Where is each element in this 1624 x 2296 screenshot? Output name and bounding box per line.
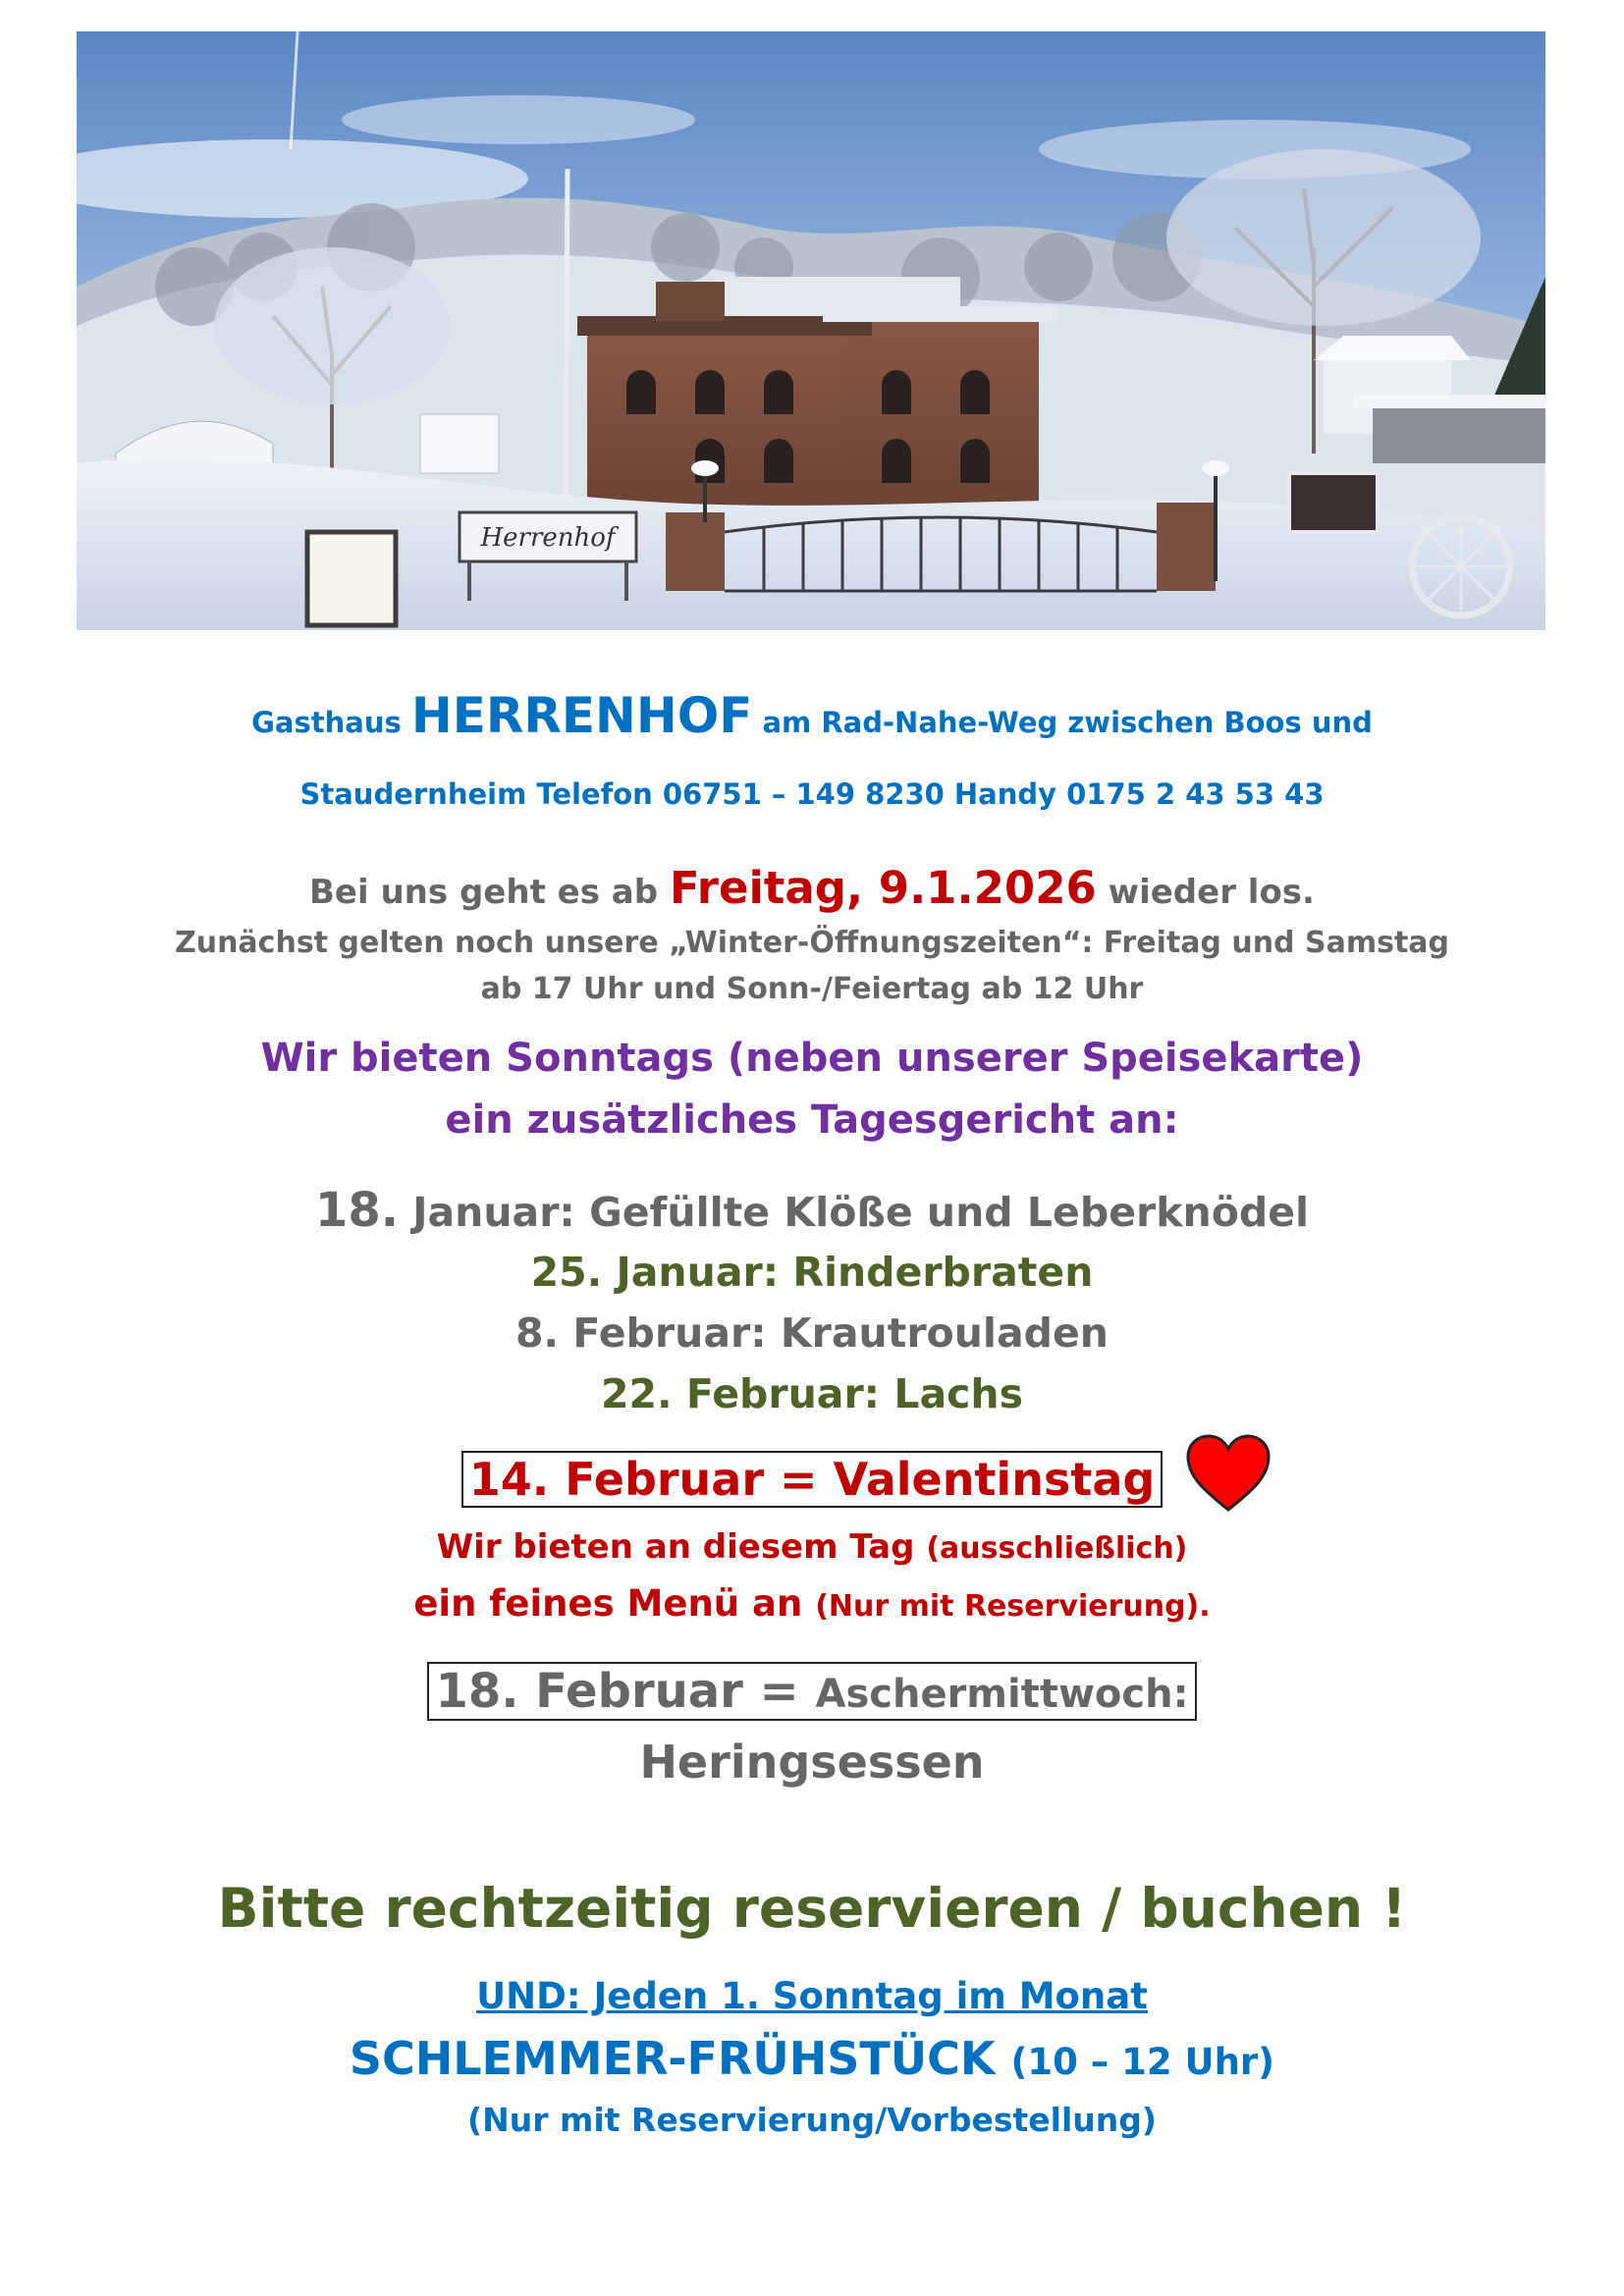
- menu-item-4: 22. Februar: Lachs: [600, 1370, 1024, 1417]
- menu-item-1: [0, 1183, 1624, 1238]
- sunday-offer-line-2: ein zusätzliches Tagesgericht an:: [445, 1097, 1179, 1143]
- herrenhof-sign-text: Herrenhof: [480, 523, 616, 553]
- gasthaus-name: HERRENHOF: [410, 687, 753, 744]
- ash-wednesday-section: [0, 1664, 1624, 1719]
- opening-date: Freitag, 9.1.2026: [669, 862, 1097, 914]
- valentine-line-2a: ein feines Menü an: [413, 1582, 803, 1625]
- opening-hours-1: Zunächst gelten noch unsere „Winter-Öffnungszeiten“: Freitag und Samstag: [174, 926, 1450, 960]
- brunch-title-line: [0, 2032, 1624, 2085]
- sunday-offer-line-1: Wir bieten Sonntags (neben unserer Speisekarte): [260, 1036, 1364, 1081]
- opening-intro-a: Bei uns geht es ab: [309, 873, 659, 912]
- gasthaus-winter-photo: [77, 31, 1545, 630]
- header-suffix: am Rad-Nahe-Weg zwischen Boos und: [762, 706, 1373, 739]
- valentine-line-1: [0, 1527, 1624, 1567]
- ash-wednesday-dish: Heringsessen: [639, 1735, 985, 1789]
- header-contact: Staudernheim Telefon 06751 – 149 8230 Handy 0175 2 43 53 43: [299, 777, 1325, 811]
- menu-item-2: 25. Januar: Rinderbraten: [530, 1249, 1094, 1296]
- heart-icon: [1184, 1433, 1272, 1514]
- ash-wednesday-title-b: Aschermittwoch:: [815, 1672, 1189, 1717]
- brunch-headline: UND: Jeden 1. Sonntag im Monat: [476, 1975, 1148, 2017]
- menu-item-3: 8. Februar: Krautrouladen: [515, 1309, 1109, 1357]
- brunch-note: (Nur mit Reservierung/Vorbestellung): [467, 2101, 1157, 2139]
- valentine-line-1b: (ausschließlich): [926, 1531, 1188, 1566]
- ash-wednesday-title-a: 18. Februar =: [435, 1664, 799, 1719]
- ash-wednesday-title: [427, 1662, 1196, 1721]
- valentine-line-1a: Wir bieten an diesem Tag: [436, 1527, 915, 1567]
- menu-item-1-text: Januar: Gefüllte Klöße und Leberknödel: [412, 1189, 1310, 1236]
- opening-hours-2: ab 17 Uhr und Sonn-/Feiertag ab 12 Uhr: [480, 972, 1144, 1006]
- valentine-line-2b: (Nur mit Reservierung).: [815, 1589, 1211, 1624]
- header-line-1: [0, 687, 1624, 744]
- opening-intro: [0, 862, 1624, 914]
- opening-intro-b: wieder los.: [1108, 873, 1315, 912]
- photo-illustration: [77, 31, 1545, 630]
- valentine-title: 14. Februar = Valentinstag: [461, 1451, 1164, 1508]
- brunch-time: (10 – 12 Uhr): [1010, 2041, 1275, 2083]
- header-prefix: Gasthaus: [251, 706, 402, 739]
- brunch-title: SCHLEMMER-FRÜHSTÜCK: [349, 2032, 996, 2085]
- valentine-section: [0, 1453, 1624, 1506]
- menu-item-1-number: 18.: [314, 1183, 399, 1238]
- valentine-line-2: [0, 1582, 1624, 1625]
- reserve-notice: Bitte rechtzeitig reservieren / buchen !: [217, 1877, 1407, 1940]
